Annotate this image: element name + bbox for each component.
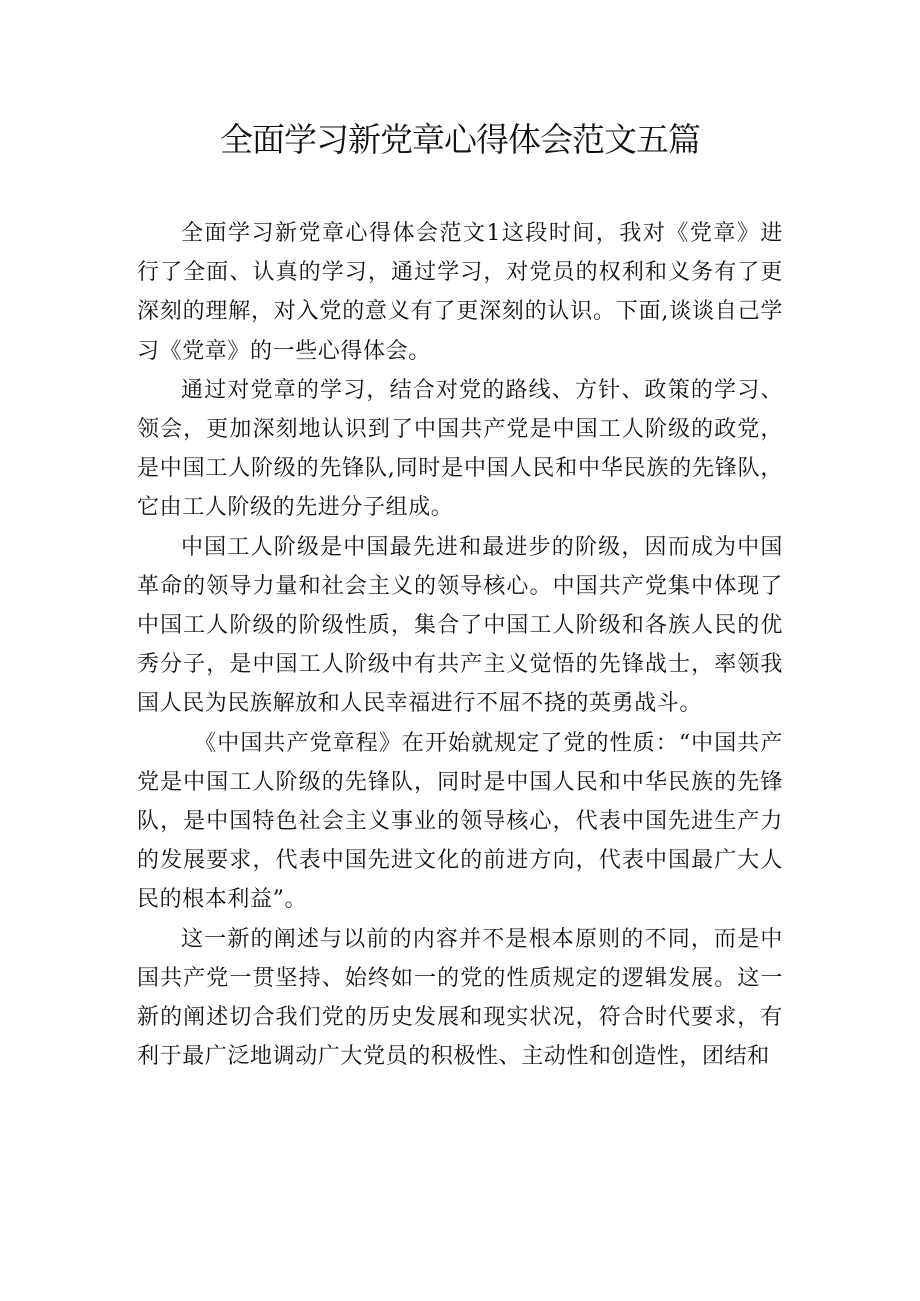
paragraph-3: 中国工人阶级是中国最先进和最进步的阶级，因而成为中国革命的领导力量和社会主义的领导核心。中国共产党集中体现了中国工人阶级的阶级性质，集合了中国工人阶级和各族人民的优秀分子，是中国工人阶级中有共产主义觉悟的先锋战士，率领我国人民为民族解放和人民幸福进行不屈不挠的英勇战斗。 — [137, 534, 783, 717]
paragraph-4: 《中国共产党章程》在开始就规定了党的性质：“中国共产党是中国工人阶级的先锋队，同时是中国人民和中华民族的先锋队，是中国特色社会主义事业的领导核心，代表中国先进生产力的发展要求，代表中国先进文化的前进方向，代表中国最广大人民的根本利益”。 — [137, 730, 783, 913]
paragraph-2: 通过对党章的学习，结合对党的路线、方针、政策的学习、领会，更加深刻地认识到了中国共产党是中国工人阶级的政党，是中国工人阶级的先锋队,同时是中国人民和中华民族的先锋队，它由工人阶级的先进分子组成。 — [137, 377, 783, 521]
paragraph-1: 全面学习新党章心得体会范文1这段时间，我对《党章》进行了全面、认真的学习，通过学习，对党员的权利和义务有了更深刻的理解，对入党的意义有了更深刻的认识。下面,谈谈自己学习《党章》的一些心得体会。 — [137, 221, 783, 364]
paragraph-5: 这一新的阐述与以前的内容并不是根本原则的不同，而是中国共产党一贯坚持、始终如一的党的性质规定的逻辑发展。这一新的阐述切合我们党的历史发展和现实状况，符合时代要求，有利于最广泛地调动广大党员的积极性、主动性和创造性，团结和 — [137, 926, 783, 1070]
document-title: 全面学习新党章心得体会范文五篇 — [220, 120, 700, 159]
document-body — [137, 214, 783, 1076]
